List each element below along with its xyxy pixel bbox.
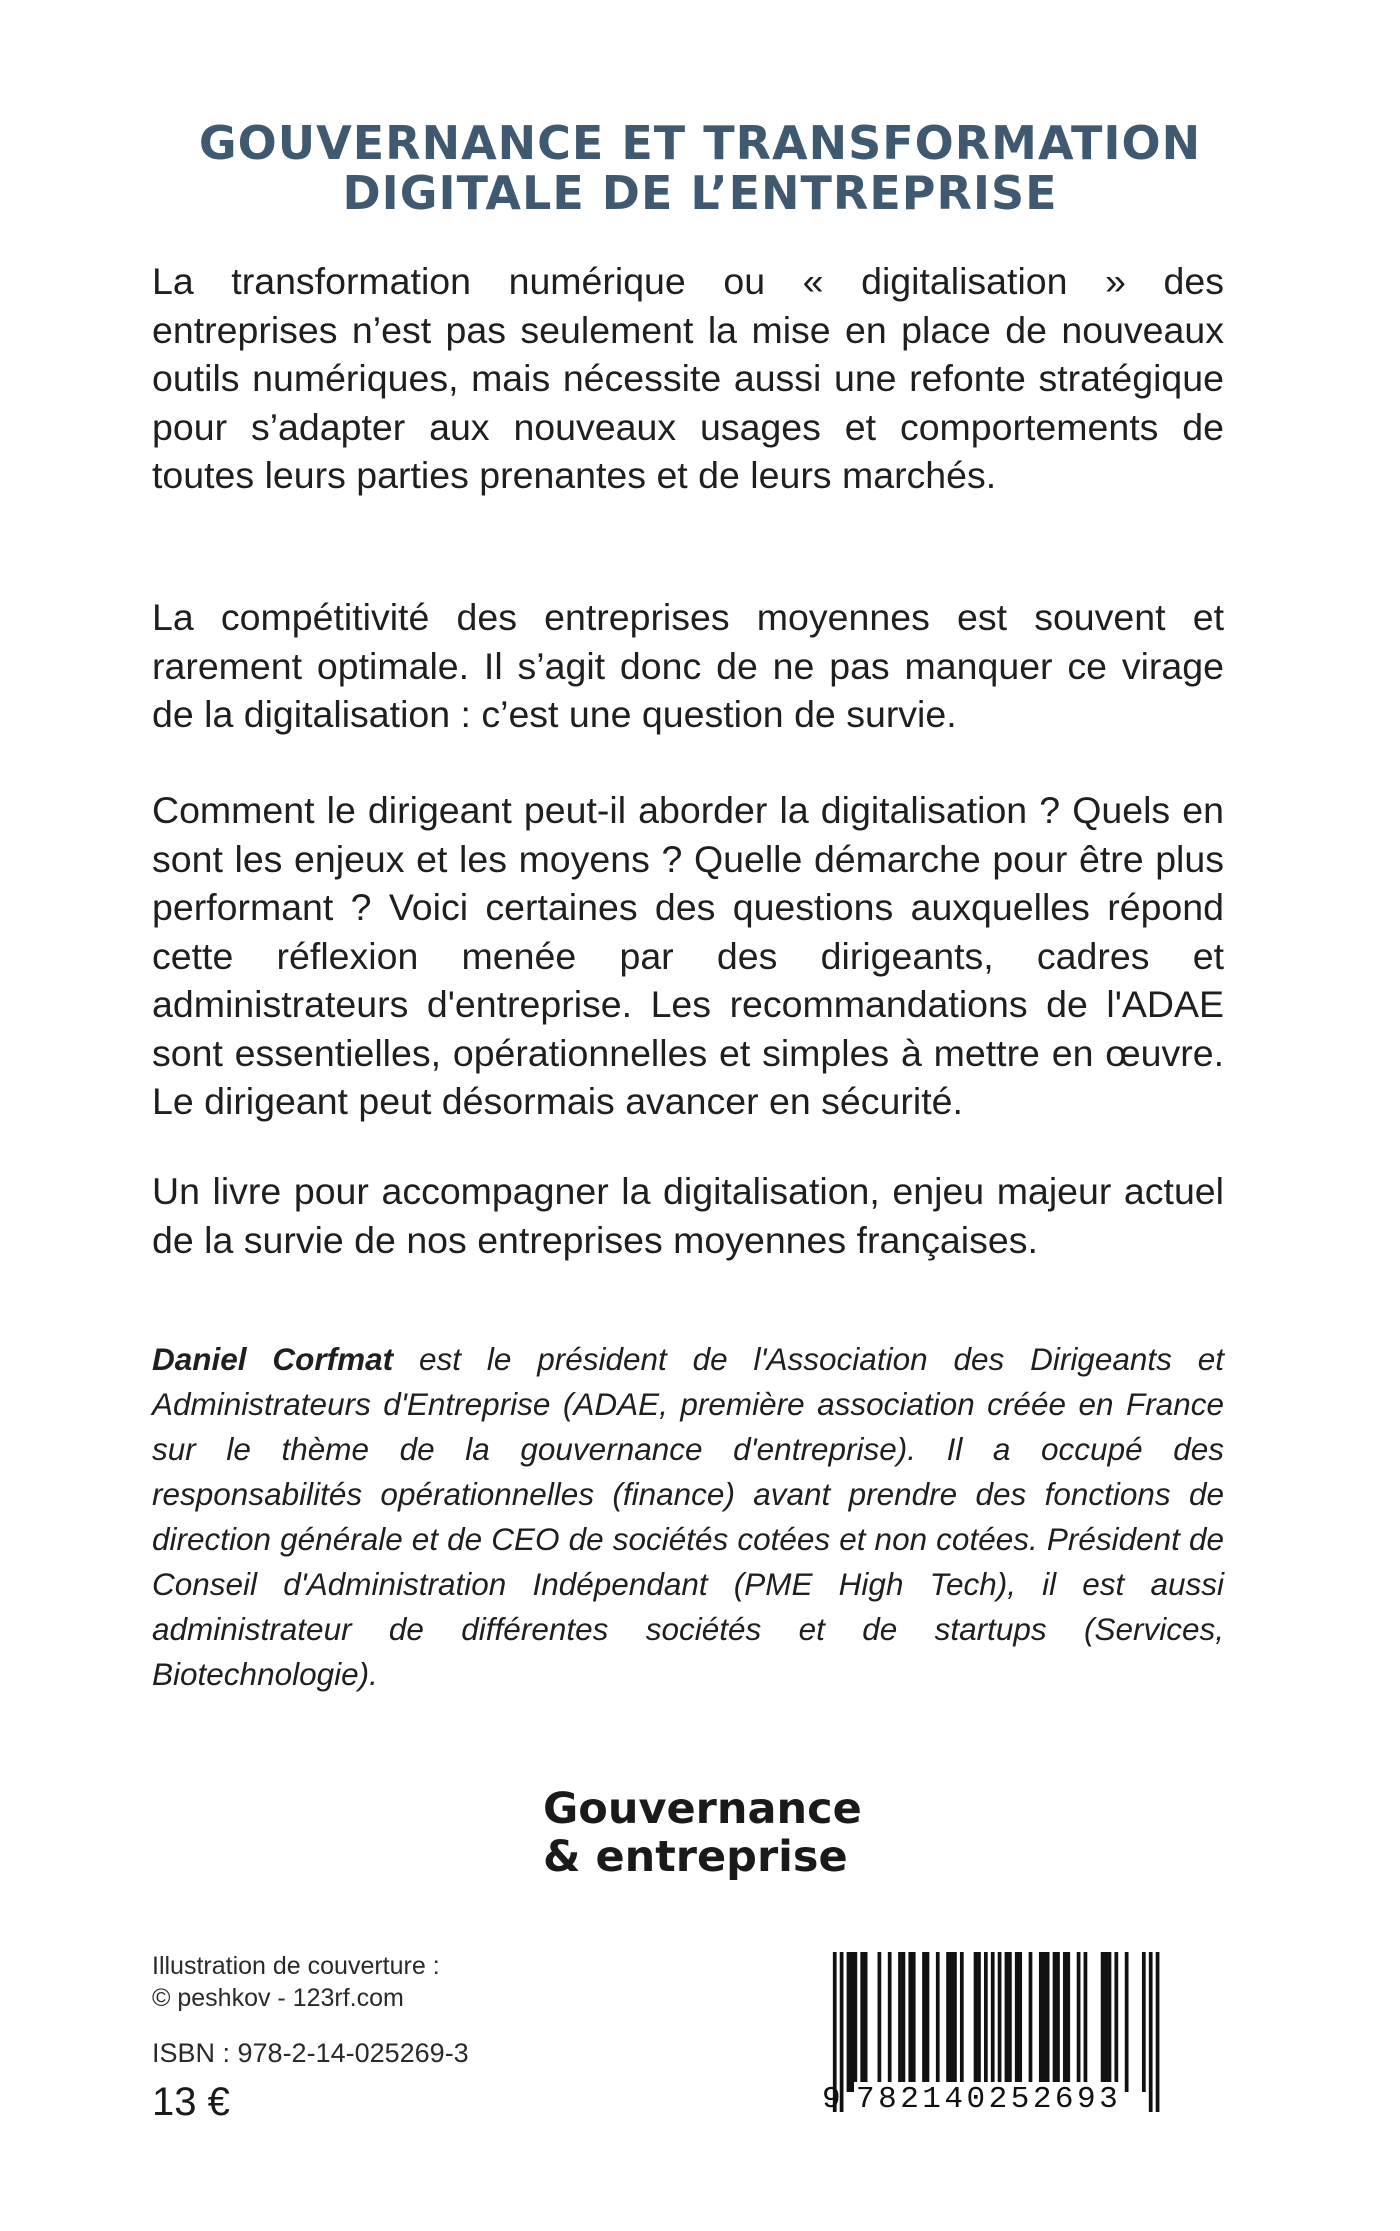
blurb-paragraph-3: Comment le dirigeant peut-il aborder la digitalisation ? Quels en sont les enjeux et les moyens ? Quelle démarche pour être plus performant ? Voici certaines des questions auxquelles répond cette réflexion menée par des dirigeants, cadres et administrateurs d'entreprise. Les recommandations de l'ADAE sont essentielles, opérationnelles et simples à mettre en œuvre. Le dirigeant peut désormais avancer en sécurité. (152, 789, 1224, 1122)
barcode-bar (912, 1952, 916, 2092)
title-line-2: DIGITALE DE L’ENTREPRISE (342, 166, 1058, 220)
barcode-bar (847, 1952, 851, 2092)
barcode-bar (1125, 1952, 1129, 2092)
barcode-bar (878, 1952, 882, 2092)
barcode-bar (1149, 1952, 1153, 2112)
credits-line-2: © peshkov - 123rf.com (152, 1984, 404, 2012)
barcode-bar (853, 1952, 857, 2092)
barcode-bar (1101, 1952, 1105, 2092)
barcode-bar (1056, 1952, 1060, 2092)
collection-line-2: & entreprise (543, 1832, 848, 1882)
barcode-bar (1053, 1952, 1057, 2092)
barcode-bar (1077, 1952, 1081, 2092)
barcode-first-digit: 9 (822, 2082, 841, 2117)
barcode-bar (1039, 1952, 1043, 2092)
author-bio-text: est le président de l'Association des Dirigeants et Administrateurs d'Entreprise (ADAE, première association créée en France sur le thème de la gouvernance d'entreprise). Il a occupé des responsabilités opérationnelles (finance) avant prendre des fonctions de direction générale et de CEO de sociétés cotées et non cotées. Président de Conseil d'Administration Indépendant (PME High Tech), il est aussi administrateur de différentes sociétés et de startups (Services, Biotechnologie). (152, 1341, 1225, 1692)
blurb-paragraph-2: La compétitivité des entreprises moyennes est souvent et rarement optimale. Il s’agit donc de ne pas manquer ce virage de la digitalisation : c’est une question de survie. (152, 596, 1224, 735)
collection-line-1: Gouvernance (543, 1784, 862, 1834)
barcode-bar (1063, 1952, 1067, 2092)
barcode-bar (888, 1952, 892, 2092)
barcode-bar (974, 1952, 978, 2092)
barcode-bar (864, 1952, 868, 2092)
barcode-bar (1042, 1952, 1046, 2092)
credits-line-1: Illustration de couverture : (152, 1952, 440, 1980)
author-name: Daniel Corfmat (152, 1341, 394, 1377)
barcode-bar (977, 1952, 981, 2092)
barcode-bar (1018, 1952, 1022, 2092)
collection-logo (543, 1785, 862, 1881)
barcode-bar (1114, 1952, 1118, 2092)
barcode-bar (936, 1952, 940, 2092)
price: 13 € (152, 2080, 230, 2124)
barcode-bar (1142, 1952, 1146, 2092)
barcode-bar (984, 1952, 988, 2092)
isbn: ISBN : 978-2-14-025269-3 (152, 2038, 469, 2068)
barcode-number: 782140252693 (856, 2082, 1122, 2117)
book-title (150, 118, 1250, 218)
blurb-paragraph-1: La transformation numérique ou « digitalisation » des entreprises n’est pas seulement la mise en place de nouveaux outils numériques, mais nécessite aussi une refonte stratégique pour s’adapter aux nouveaux usages et comportements de toutes leurs parties prenantes et de leurs marchés. (152, 260, 1224, 496)
barcode-bar (850, 1952, 854, 2092)
barcode-bar (1029, 1952, 1033, 2092)
barcode-bar (1108, 1952, 1112, 2092)
author-bio (152, 1337, 1224, 1697)
barcode-bar (1084, 1952, 1088, 2092)
barcode-bar (953, 1952, 957, 2092)
barcode-bar (902, 1952, 906, 2092)
barcode-bar (1104, 1952, 1108, 2092)
barcode-bar (898, 1952, 902, 2092)
barcode-bar (926, 1952, 930, 2092)
barcode-bar (960, 1952, 964, 2092)
barcode-bar (922, 1952, 926, 2092)
barcode-bar (860, 1952, 864, 2092)
barcode-bar (946, 1952, 950, 2092)
barcode-bar (1046, 1952, 1050, 2092)
barcode-bar (1015, 1952, 1019, 2092)
blurb-paragraph-4: Un livre pour accompagner la digitalisation, enjeu majeur actuel de la survie de nos entreprises moyennes françaises. (152, 1170, 1224, 1261)
barcode-bar (1008, 1952, 1012, 2092)
barcode-bar (1156, 1952, 1160, 2112)
barcode-bar (1005, 1952, 1009, 2092)
barcode-bar (950, 1952, 954, 2092)
title-line-1: GOUVERNANCE ET TRANSFORMATION (198, 116, 1202, 170)
barcode-bar (908, 1952, 912, 2092)
barcode-bar (1066, 1952, 1070, 2092)
cover-credits (152, 1950, 440, 2014)
